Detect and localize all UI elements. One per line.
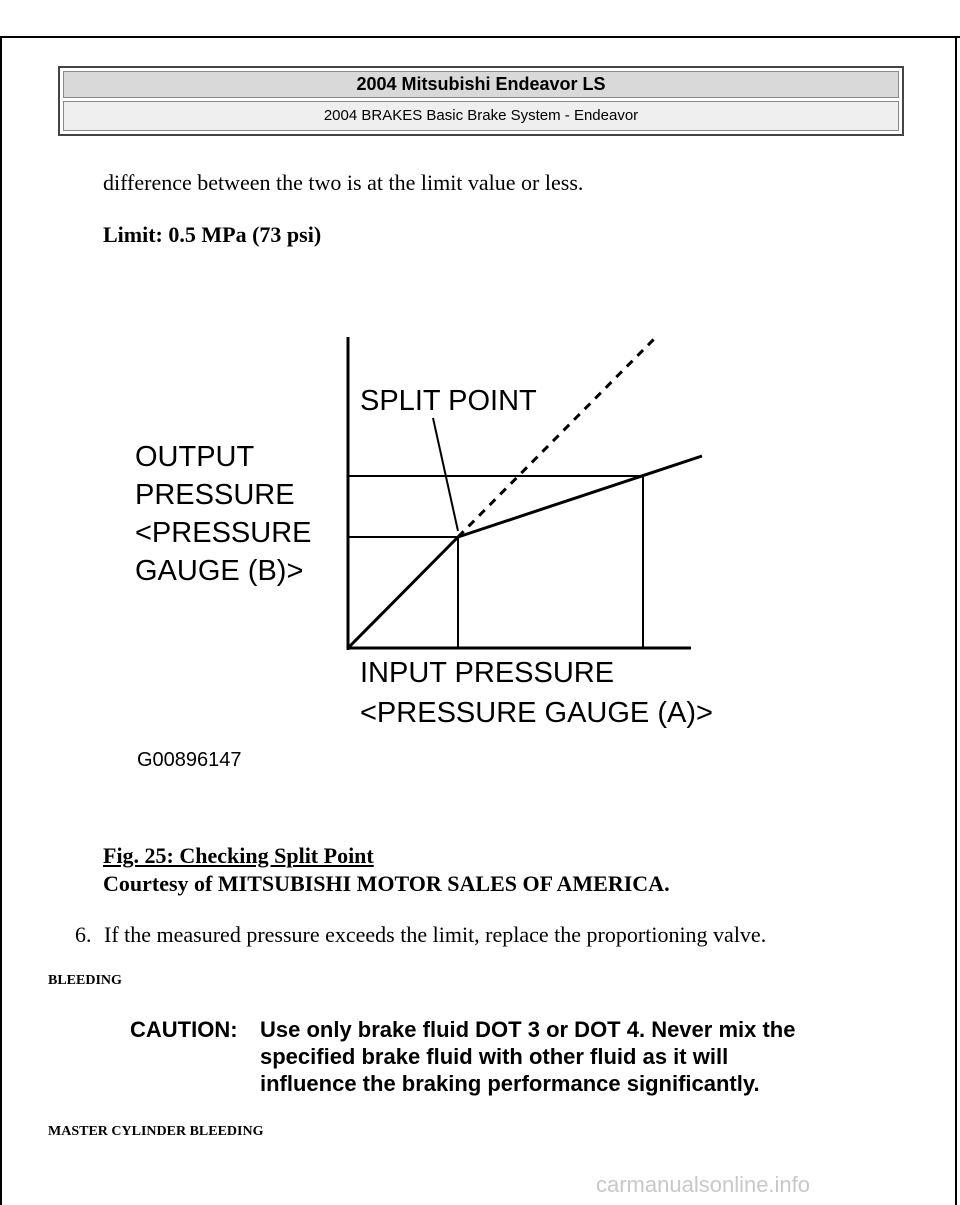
y-axis-label-line-4: GAUGE (B)> <box>135 555 304 587</box>
y-axis-label-line-3: <PRESSURE <box>135 517 312 549</box>
section-heading: BLEEDING <box>48 973 122 988</box>
caution-line-1: Use only brake fluid DOT 3 or DOT 4. Never mix the <box>260 1017 796 1042</box>
x-axis-label-line-2: <PRESSURE GAUGE (A)> <box>360 697 713 729</box>
caution-label: CAUTION: <box>130 1017 238 1042</box>
pre-split-line <box>348 537 458 648</box>
split-point-figure <box>125 325 765 785</box>
page-border-left <box>0 36 2 1205</box>
figure-caption-courtesy: Courtesy of MITSUBISHI MOTOR SALES OF AMERICA. <box>103 871 670 896</box>
post-split-line <box>458 456 702 537</box>
header-subtitle: 2004 BRAKES Basic Brake System - Endeavor <box>63 101 899 131</box>
split-point-leader <box>433 418 458 531</box>
y-axis-label-line-1: OUTPUT <box>135 441 255 473</box>
dashed-reference-line <box>458 335 658 537</box>
watermark: carmanualsonline.info <box>596 1172 811 1197</box>
document-header <box>58 66 904 136</box>
step-number: 6. <box>75 922 92 947</box>
split-point-label: SPLIT POINT <box>360 385 537 417</box>
header-title: 2004 Mitsubishi Endeavor LS <box>63 71 899 98</box>
body-text: difference between the two is at the limit value or less. <box>103 170 584 195</box>
subsection-heading: MASTER CYLINDER BLEEDING <box>48 1124 264 1139</box>
figure-id: G00896147 <box>137 749 242 771</box>
page-border-right <box>955 36 957 1205</box>
x-axis-label-line-1: INPUT PRESSURE <box>360 657 615 689</box>
step-text: If the measured pressure exceeds the limit, replace the proportioning valve. <box>104 922 767 947</box>
limit-spec: Limit: 0.5 MPa (73 psi) <box>103 222 322 247</box>
caution-line-3: influence the braking performance significantly. <box>260 1071 760 1096</box>
caution-line-2: specified brake fluid with other fluid as it will <box>260 1044 729 1069</box>
y-axis-label-line-2: PRESSURE <box>135 479 295 511</box>
page-border-top <box>0 36 960 38</box>
figure-caption-title: Fig. 25: Checking Split Point <box>103 843 374 868</box>
